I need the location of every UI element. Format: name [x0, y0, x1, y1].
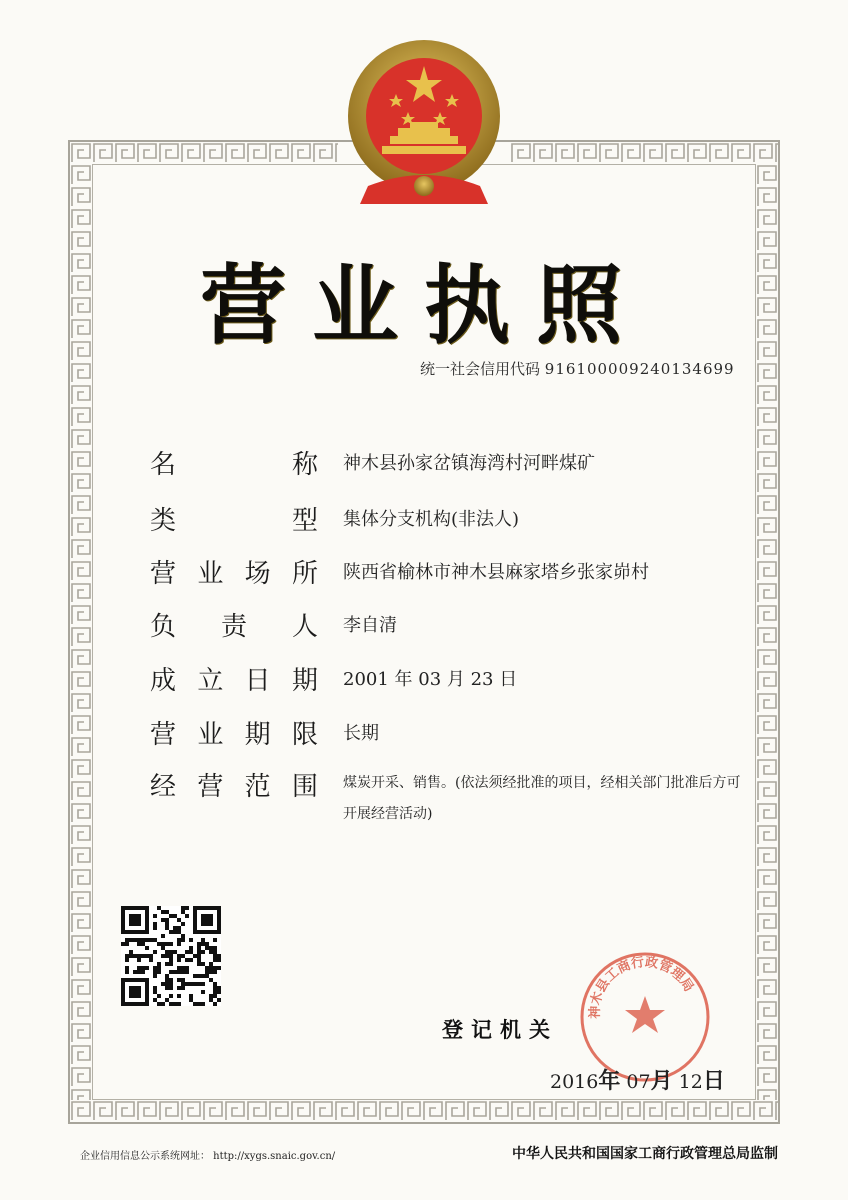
field-value-established: 2001 年 03 月 23 日 [343, 669, 518, 690]
registration-date: 2016年 07月 12日 [550, 1068, 725, 1094]
field-value-name: 神木县孙家岔镇海湾村河畔煤矿 [343, 453, 595, 474]
field-label-responsible: 负 责 人 [150, 612, 318, 642]
fret-top-right [510, 142, 778, 164]
credit-code-label: 统一社会信用代码 [420, 360, 541, 378]
scope-line-2: 开展经营活动) [343, 806, 433, 822]
field-label-term: 营 业 期 限 [150, 720, 318, 750]
qr-code[interactable] [121, 906, 221, 1006]
field-label-established: 成 立 日 期 [150, 666, 318, 696]
field-value-responsible: 李自清 [343, 615, 397, 636]
field-value-type: 集体分支机构(非法人) [343, 509, 520, 530]
footer-issuer: 中华人民共和国国家工商行政管理总局监制 [512, 1146, 778, 1162]
footer-website: 企业信用信息公示系统网址： http://xygs.snaic.gov.cn/ [80, 1151, 336, 1162]
page-title: 营业执照 [200, 255, 648, 356]
field-value-scope [343, 768, 755, 830]
field-label-premises: 营 业 场 所 [150, 559, 318, 589]
credit-code-value: 916100009240134699 [544, 360, 735, 378]
field-label-name: 名 称 [150, 450, 318, 480]
field-label-scope: 经 营 范 围 [150, 772, 318, 802]
field-value-term: 长期 [343, 723, 379, 744]
credit-code [420, 358, 735, 379]
field-label-type: 类 型 [150, 506, 318, 536]
fret-top-left [70, 142, 338, 164]
field-value-premises: 陕西省榆林市神木县麻家塔乡张家峁村 [343, 562, 649, 583]
registration-authority-label: 登记机关 [442, 1017, 558, 1042]
national-emblem-icon [338, 36, 510, 206]
seal-text: 神木县工商行政管理局 [587, 955, 697, 1019]
fret-bottom [70, 1100, 778, 1122]
scope-line-1: 煤炭开采、销售。(依法须经批准的项目，经相关部门批准后方可 [343, 775, 741, 791]
